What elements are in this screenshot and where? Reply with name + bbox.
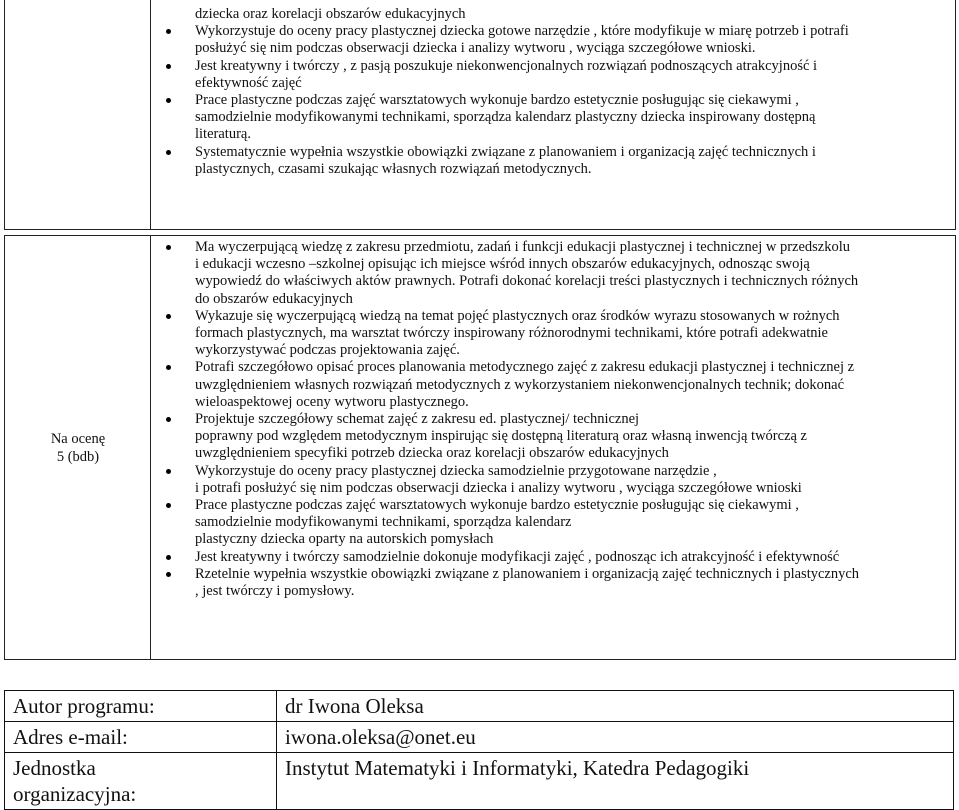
- list-item: Systematycznie wypełnia wszystkie obowiązki związane z planowaniem i organizacją zajęć technicznych i plastycznych, czasami szukając własnych rozwiązań metodycznych.: [152, 144, 947, 178]
- grade-column: [5, 236, 151, 659]
- email-label: Adres e-mail:: [5, 722, 277, 753]
- criteria-table-continued: [4, 0, 956, 230]
- criteria-table-grade-5: [4, 235, 956, 660]
- bullet-icon: [166, 29, 171, 34]
- bullet-icon: [166, 64, 171, 69]
- list-item: Prace plastyczne podczas zajęć warsztatowych wykonuje bardzo estetycznie posługując się ciekawymi , samodzielnie modyfikowanymi technikami, sporządza kalendarz plastyczny dziecka oparty na autorskich pomysłach: [152, 497, 947, 549]
- bullet-icon: [166, 245, 171, 250]
- criteria-cell: [152, 6, 955, 178]
- bullet-icon: [166, 150, 171, 155]
- bullet-icon: [166, 503, 171, 508]
- list-item: Potrafi szczegółowo opisać proces planowania metodycznego zajęć z zakresu edukacji plastycznej i technicznej z uwzględnieniem własnych rozwiązań metodycznych z wykorzystaniem niekonwencjonalnych technik; dokonać wieloaspektowej oceny wytworu plastycznego.: [152, 359, 947, 411]
- bullet-icon: [166, 314, 171, 319]
- criteria-list: [152, 239, 947, 600]
- list-item: Wykorzystuje do oceny pracy plastycznej dziecka gotowe narzędzie , które modyfikuje w miarę potrzeb i potrafi posłużyć się nim podczas obserwacji dziecka i analizy wytworu , wyciąga szczegółowe wnioski.: [152, 23, 947, 57]
- bullet-icon: [166, 572, 171, 577]
- email-value: iwona.oleksa@onet.eu: [277, 722, 954, 753]
- list-item: Wykazuje się wyczerpującą wiedzą na temat pojęć plastycznych oraz środków wyrazu stosowanych w rożnych formach plastycznych, ma warsztat twórczy inspirowany różnorodnymi technikami, które potrafi adekwatnie wykorzystywać podczas projektowania zajęć.: [152, 308, 947, 360]
- table-row: [5, 722, 954, 753]
- unit-value: Instytut Matematyki i Informatyki, Katedra Pedagogiki: [277, 753, 954, 810]
- bullet-icon: [166, 365, 171, 370]
- author-label: Autor programu:: [5, 691, 277, 722]
- unit-label: Jednostka organizacyjna:: [5, 753, 277, 810]
- list-item: Rzetelnie wypełnia wszystkie obowiązki związane z planowaniem i organizacją zajęć technicznych i plastycznych , jest twórczy i pomysłowy.: [152, 566, 947, 600]
- lead-text: dziecka oraz korelacji obszarów edukacyjnych: [195, 6, 466, 22]
- list-item: Jest kreatywny i twórczy samodzielnie dokonuje modyfikacji zajęć , podnosząc ich atrakcyjność i efektywność: [152, 549, 947, 566]
- list-item: Jest kreatywny i twórczy , z pasją poszukuje niekonwencjonalnych rozwiązań podnoszących atrakcyjność i efektywność zajęć: [152, 58, 947, 92]
- author-value: dr Iwona Oleksa: [277, 691, 954, 722]
- author-info-table: [4, 690, 954, 810]
- list-item: Ma wyczerpującą wiedzę z zakresu przedmiotu, zadań i funkcji edukacji plastycznej i technicznej w przedszkolu i edukacji wczesno –szkolnej opisując ich miejsce wśród innych obszarów edukacyjnych, odnosząc swoją wypowiedź do właściwych aktów prawnych. Potrafi dokonać korelacji treści plastycznych i technicznych różnych do obszarów edukacyjnych: [152, 239, 947, 308]
- list-item: Prace plastyczne podczas zajęć warsztatowych wykonuje bardzo estetycznie posługując się ciekawymi , samodzielnie modyfikowanymi technikami, sporządza kalendarz plastyczny dziecka inspirowany dostępną literaturą.: [152, 92, 947, 144]
- grade-column: [5, 0, 151, 229]
- table-row: [5, 691, 954, 722]
- criteria-cell: [152, 239, 955, 600]
- grade-label: Na ocenę 5 (bdb): [50, 431, 106, 465]
- table-row: [5, 753, 954, 810]
- bullet-icon: [166, 417, 171, 422]
- bullet-icon: [166, 98, 171, 103]
- bullet-icon: [166, 469, 171, 474]
- list-item: Projektuje szczegółowy schemat zajęć z zakresu ed. plastycznej/ technicznej poprawny pod względem metodycznym inspirując się dostępną literaturą oraz własną inwencją twórczą z uwzględnieniem specyfiki potrzeb dziecka oraz korelacji obszarów edukacyjnych: [152, 411, 947, 463]
- criteria-list: [152, 23, 947, 178]
- bullet-icon: [166, 555, 171, 560]
- list-item: Wykorzystuje do oceny pracy plastycznej dziecka samodzielnie przygotowane narzędzie , i potrafi posłużyć się nim podczas obserwacji dziecka i analizy wytworu , wyciąga szczegółowe wnioski: [152, 463, 947, 497]
